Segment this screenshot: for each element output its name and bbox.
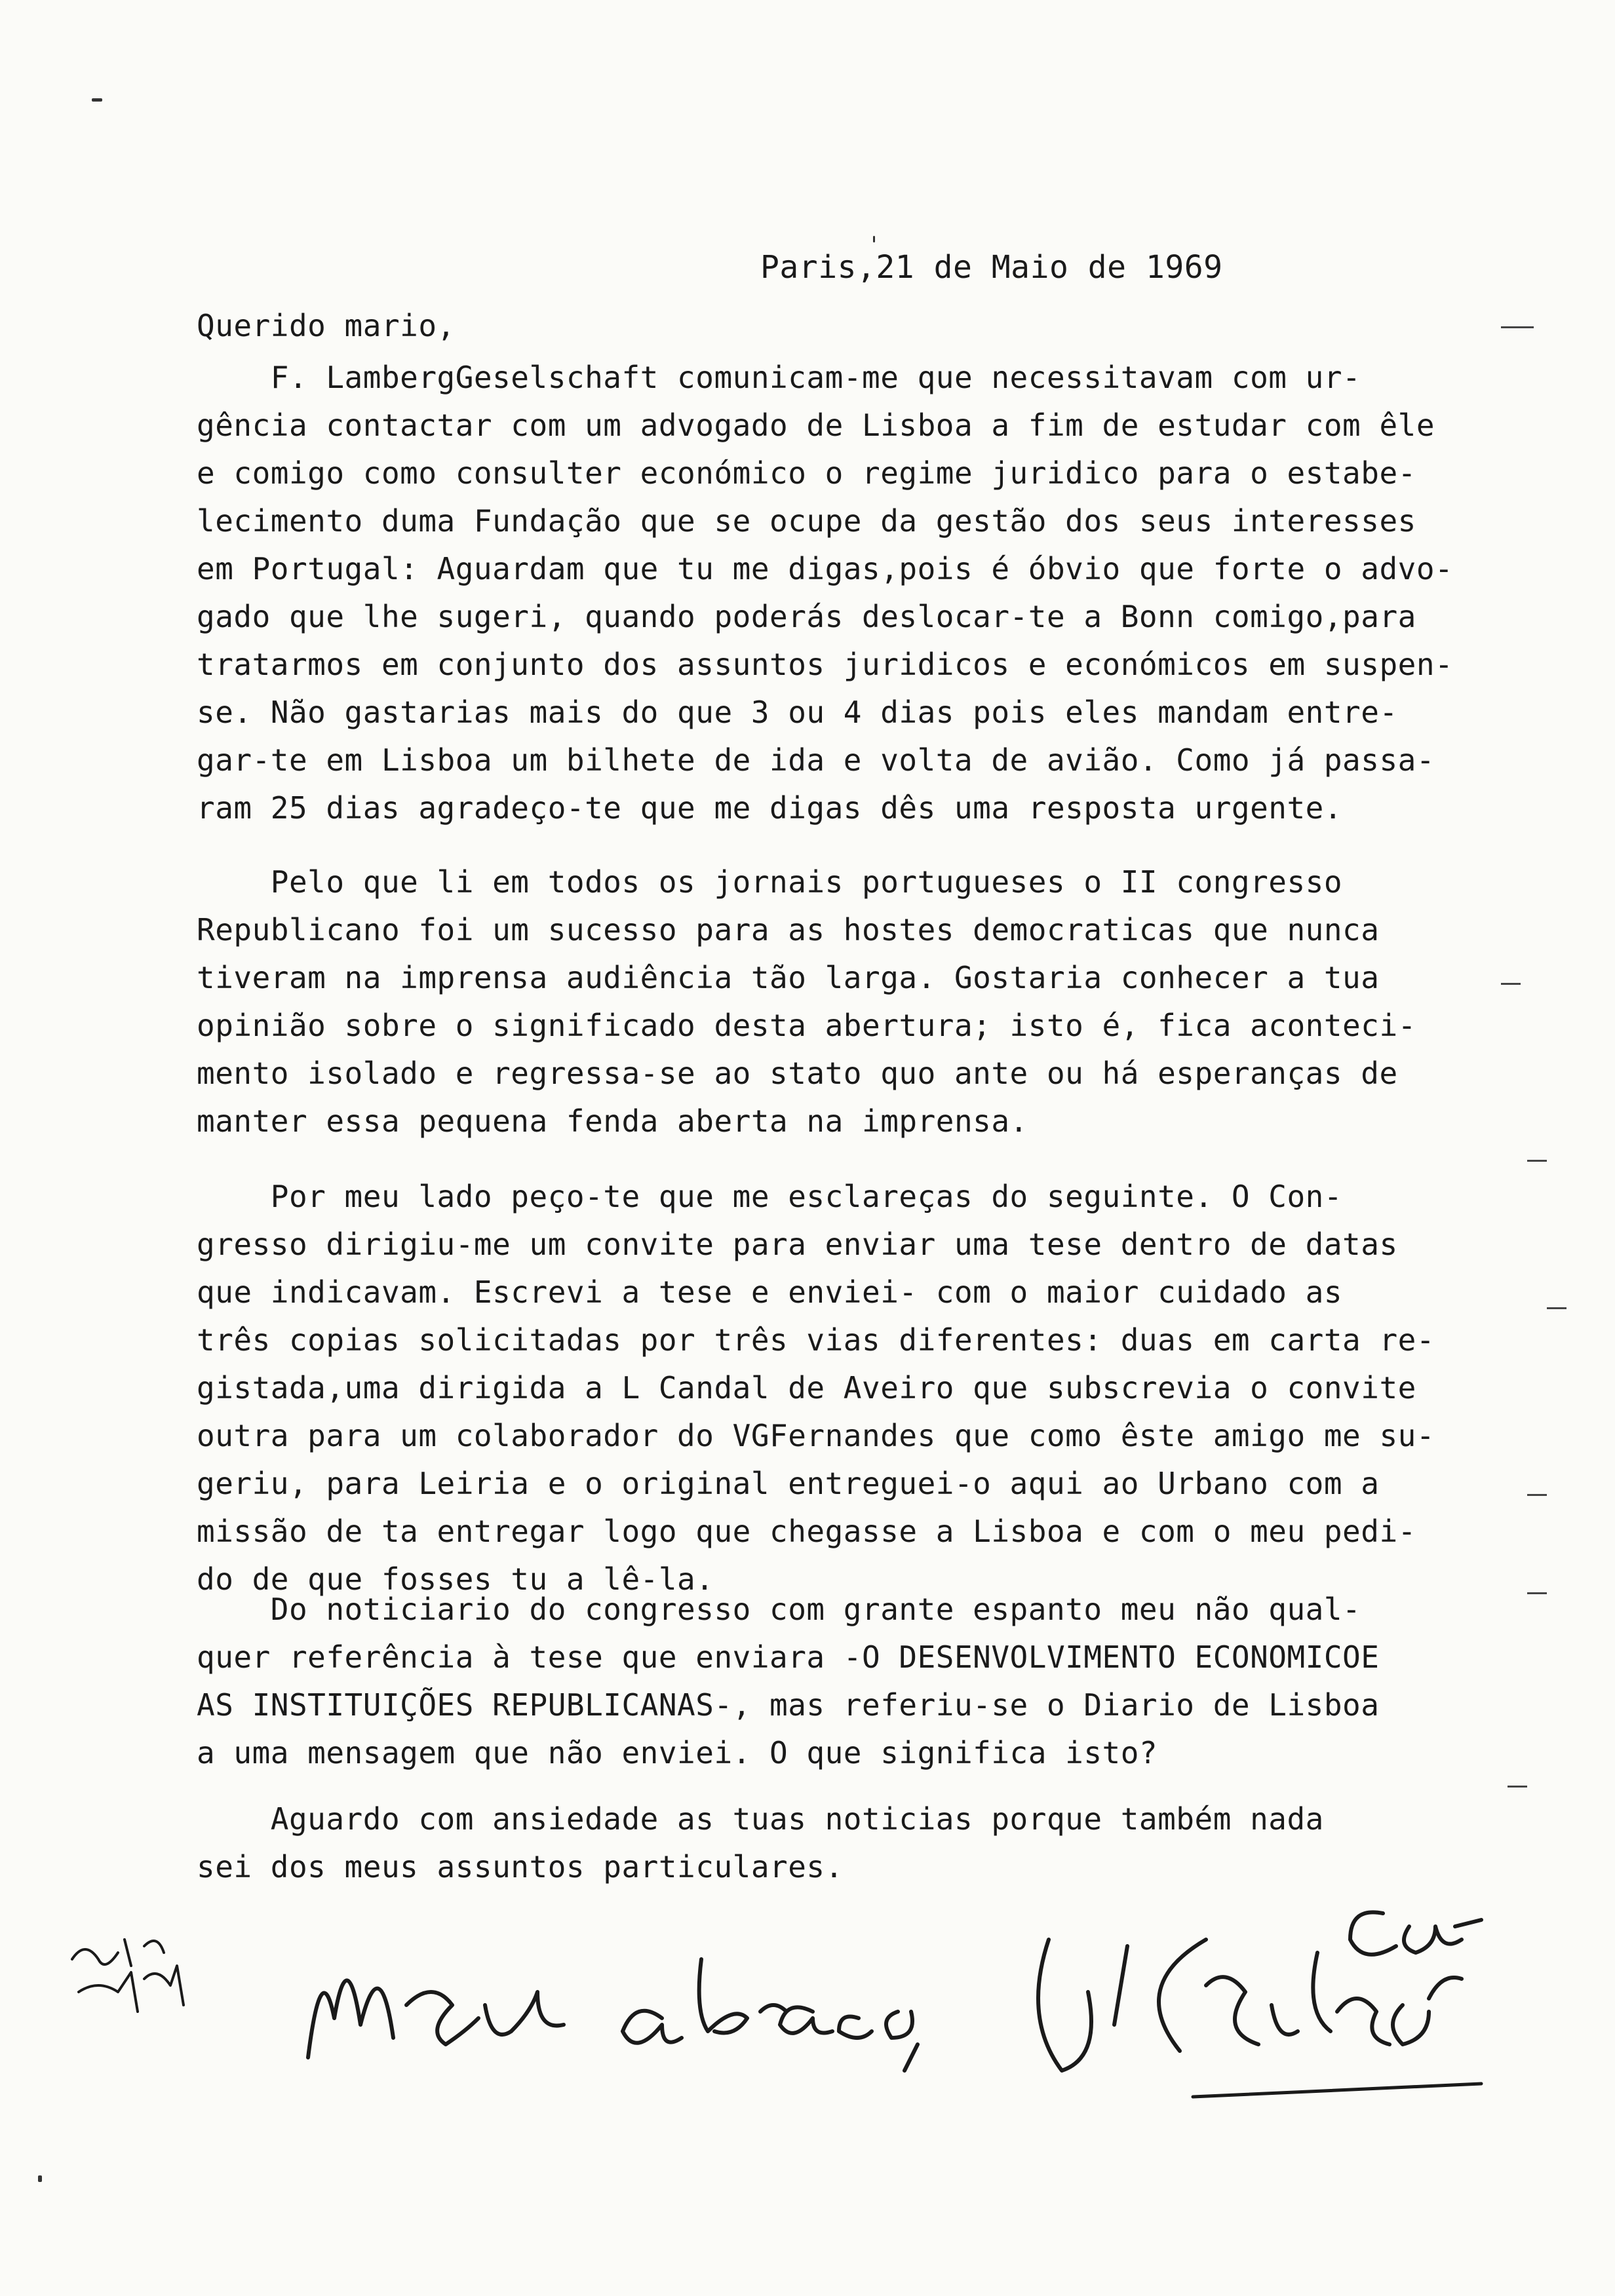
text-line: F. LambergGeselschaft comunicam-me que necessitavam com ur-: [197, 360, 1361, 395]
text-line: do de que fosses tu a lê-la.: [197, 1561, 714, 1597]
text-line: lecimento duma Fundação que se ocupe da gestão dos seus interesses: [197, 503, 1416, 539]
text-line: opinião sobre o significado desta abertura; isto é, fica aconteci-: [197, 1008, 1416, 1043]
margin-tick: [1547, 1307, 1566, 1309]
text-line: três copias solicitadas por três vias diferentes: duas em carta re-: [197, 1322, 1435, 1358]
text-line: gar-te em Lisboa um bilhete de ida e volta de avião. Como já passa-: [197, 742, 1435, 778]
text-line: Aguardo com ansiedade as tuas noticias porque também nada: [197, 1801, 1324, 1837]
text-line: quer referência à tese que enviara -O DESENVOLVIMENTO ECONOMICOE: [197, 1639, 1380, 1675]
margin-tick: [1527, 1160, 1547, 1162]
text-line: Por meu lado peço-te que me esclareças do seguinte. O Con-: [197, 1179, 1343, 1214]
margin-tick: [1501, 983, 1521, 985]
text-line: outra para um colaborador do VGFernandes que como êste amigo me su-: [197, 1418, 1435, 1453]
text-line: manter essa pequena fenda aberta na imprensa.: [197, 1103, 1028, 1139]
text-line: Republicano foi um sucesso para as hostes democraticas que nunca: [197, 912, 1380, 947]
paragraph-4: [197, 1586, 1534, 1777]
signature-drawing: [52, 1887, 1560, 2110]
handwritten-signature: [52, 1887, 1560, 2110]
paragraph-3: [197, 1173, 1534, 1603]
margin-tick: [1501, 326, 1534, 328]
text-line: missão de ta entregar logo que chegasse a Lisboa e com o meu pedi-: [197, 1514, 1416, 1549]
text-line: Pelo que li em todos os jornais portugueses o II congresso: [197, 864, 1343, 900]
text-line: gência contactar com um advogado de Lisboa a fim de estudar com êle: [197, 408, 1435, 443]
margin-tick: [1527, 1592, 1547, 1594]
scan-speck: [38, 2175, 42, 2182]
text-line: gistada,uma dirigida a L Candal de Aveiro que subscrevia o convite: [197, 1370, 1416, 1406]
paragraph-2: [197, 858, 1534, 1145]
text-line: tiveram na imprensa audiência tão larga. Gostaria conhecer a tua: [197, 960, 1380, 995]
salutation: Querido mario,: [197, 308, 456, 343]
scan-speck: [92, 98, 102, 102]
scan-speck: [873, 236, 875, 242]
text-line: ram 25 dias agradeço-te que me digas dês uma resposta urgente.: [197, 790, 1343, 826]
margin-tick: [1527, 1494, 1547, 1496]
paragraph-1: [197, 354, 1534, 832]
text-line: sei dos meus assuntos particulares.: [197, 1849, 844, 1885]
paragraph-5: [197, 1795, 1534, 1891]
dateline: Paris,21 de Maio de 1969: [760, 249, 1223, 286]
text-line: Do noticiario do congresso com grante espanto meu não qual-: [197, 1592, 1361, 1627]
text-line: AS INSTITUIÇÕES REPUBLICANAS-, mas referiu-se o Diario de Lisboa: [197, 1687, 1380, 1723]
text-line: a uma mensagem que não enviei. O que significa isto?: [197, 1735, 1158, 1770]
text-line: gado que lhe sugeri, quando poderás deslocar-te a Bonn comigo,para: [197, 599, 1416, 634]
margin-tick: [1508, 1786, 1527, 1788]
text-line: em Portugal: Aguardam que tu me digas,pois é óbvio que forte o advo-: [197, 551, 1454, 586]
text-line: mento isolado e regressa-se ao stato quo ante ou há esperanças de: [197, 1056, 1398, 1091]
text-line: geriu, para Leiria e o original entreguei-o aqui ao Urbano com a: [197, 1466, 1380, 1501]
text-line: se. Não gastarias mais do que 3 ou 4 dias pois eles mandam entre-: [197, 695, 1398, 730]
text-line: tratarmos em conjunto dos assuntos juridicos e económicos em suspen-: [197, 647, 1454, 682]
text-line: gresso dirigiu-me um convite para enviar uma tese dentro de datas: [197, 1227, 1398, 1262]
text-line: que indicavam. Escrevi a tese e enviei- com o maior cuidado as: [197, 1274, 1343, 1310]
text-line: e comigo como consulter económico o regime juridico para o estabe-: [197, 455, 1416, 491]
